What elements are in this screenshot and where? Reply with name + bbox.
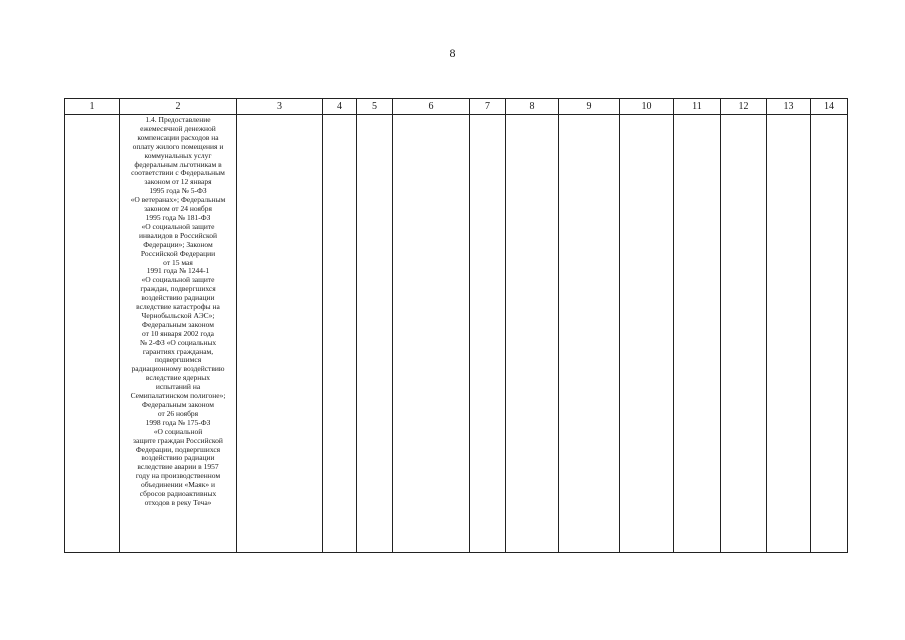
table-row bbox=[65, 115, 848, 553]
description-line: Российской Федерации bbox=[140, 248, 216, 258]
description-line: радиационному воздействию bbox=[131, 364, 225, 374]
description-line: защите граждан Российской bbox=[133, 435, 223, 445]
page-number: 8 bbox=[449, 46, 456, 60]
description-line: оплату жилого помещения и bbox=[132, 141, 224, 151]
column-header: 1 bbox=[65, 99, 120, 115]
description-line: Федеральным законом bbox=[142, 319, 214, 329]
description-line: законом от 24 ноября bbox=[144, 204, 212, 214]
description-line: «О ветеранах»; Федеральным bbox=[130, 195, 226, 205]
description-line: 1995 года № 181-ФЗ bbox=[145, 212, 211, 222]
column-header: 9 bbox=[559, 99, 620, 115]
column-header: 2 bbox=[120, 99, 237, 115]
description-line: граждан, подвергшихся bbox=[140, 284, 216, 294]
column-header: 6 bbox=[393, 99, 470, 115]
description-line: испытаний на bbox=[155, 382, 201, 392]
description-line: федеральным льготникам в bbox=[134, 159, 222, 169]
description-line: вследствие катастрофы на bbox=[136, 302, 220, 312]
description-line: коммунальных услуг bbox=[144, 150, 212, 160]
description-line: от 15 мая bbox=[163, 257, 193, 267]
description-line: Чернобыльской АЭС»; bbox=[141, 310, 215, 320]
description-line: законом от 12 января bbox=[144, 177, 212, 187]
column-header: 12 bbox=[721, 99, 767, 115]
header-row bbox=[65, 99, 848, 115]
description-line: году на производственном bbox=[135, 471, 221, 481]
description-line: № 2-ФЗ «О социальных bbox=[139, 337, 217, 347]
description-line: от 26 ноября bbox=[157, 408, 199, 418]
column-header: 11 bbox=[674, 99, 721, 115]
description-line: «О социальной bbox=[153, 426, 203, 436]
column-header: 13 bbox=[767, 99, 811, 115]
column-header: 8 bbox=[506, 99, 559, 115]
column-header: 10 bbox=[620, 99, 674, 115]
table-cell bbox=[767, 115, 811, 553]
table-cell bbox=[357, 115, 393, 553]
description-line: инвалидов в Российской bbox=[139, 230, 217, 240]
description-line: Семипалатинском полигоне»; bbox=[130, 391, 226, 401]
table-cell bbox=[620, 115, 674, 553]
table-cell bbox=[721, 115, 767, 553]
description-line: компенсации расходов на bbox=[137, 132, 219, 142]
description-line: Федерации, подвергшихся bbox=[135, 444, 221, 454]
table-cell bbox=[393, 115, 470, 553]
column-header: 7 bbox=[470, 99, 506, 115]
column-header: 3 bbox=[237, 99, 323, 115]
description-line: воздействию радиации bbox=[141, 293, 215, 303]
description-line: «О социальной защите bbox=[141, 275, 215, 285]
data-table bbox=[64, 98, 848, 553]
table-cell bbox=[674, 115, 721, 553]
description-line: объединении «Маяк» и bbox=[140, 480, 216, 490]
description-line: 1991 года № 1244-1 bbox=[146, 266, 210, 276]
description-line: Федерации»; Законом bbox=[143, 239, 213, 249]
description-line: гарантиях гражданам, bbox=[142, 346, 214, 356]
description-line: вследствие ядерных bbox=[145, 373, 211, 383]
description-line: воздействию радиации bbox=[141, 453, 215, 463]
table-cell bbox=[470, 115, 506, 553]
description-cell bbox=[120, 115, 237, 553]
table-cell bbox=[811, 115, 848, 553]
table-cell bbox=[323, 115, 357, 553]
description-line: отходов в реку Теча» bbox=[144, 497, 212, 507]
description-line: ежемесячной денежной bbox=[140, 123, 216, 133]
description-line: 1995 года № 5-ФЗ bbox=[149, 186, 207, 196]
description-line: соответствии с Федеральным bbox=[131, 168, 225, 178]
description-line: сбросов радиоактивных bbox=[139, 489, 217, 499]
description-line: 1.4. Предоставление bbox=[145, 115, 211, 124]
description-line: Федеральным законом bbox=[142, 400, 214, 409]
column-header: 4 bbox=[323, 99, 357, 115]
description-line: «О социальной защите bbox=[141, 221, 215, 231]
column-header: 5 bbox=[357, 99, 393, 115]
table-cell bbox=[65, 115, 120, 553]
description-line: подвергшимся bbox=[154, 355, 202, 365]
description-line: 1998 года № 175-ФЗ bbox=[145, 417, 211, 427]
description-line: вследствие аварии в 1957 bbox=[137, 462, 219, 472]
description-line: от 10 января 2002 года bbox=[142, 328, 214, 338]
column-header: 14 bbox=[811, 99, 848, 115]
table-cell bbox=[559, 115, 620, 553]
table-cell bbox=[506, 115, 559, 553]
table-cell bbox=[237, 115, 323, 553]
